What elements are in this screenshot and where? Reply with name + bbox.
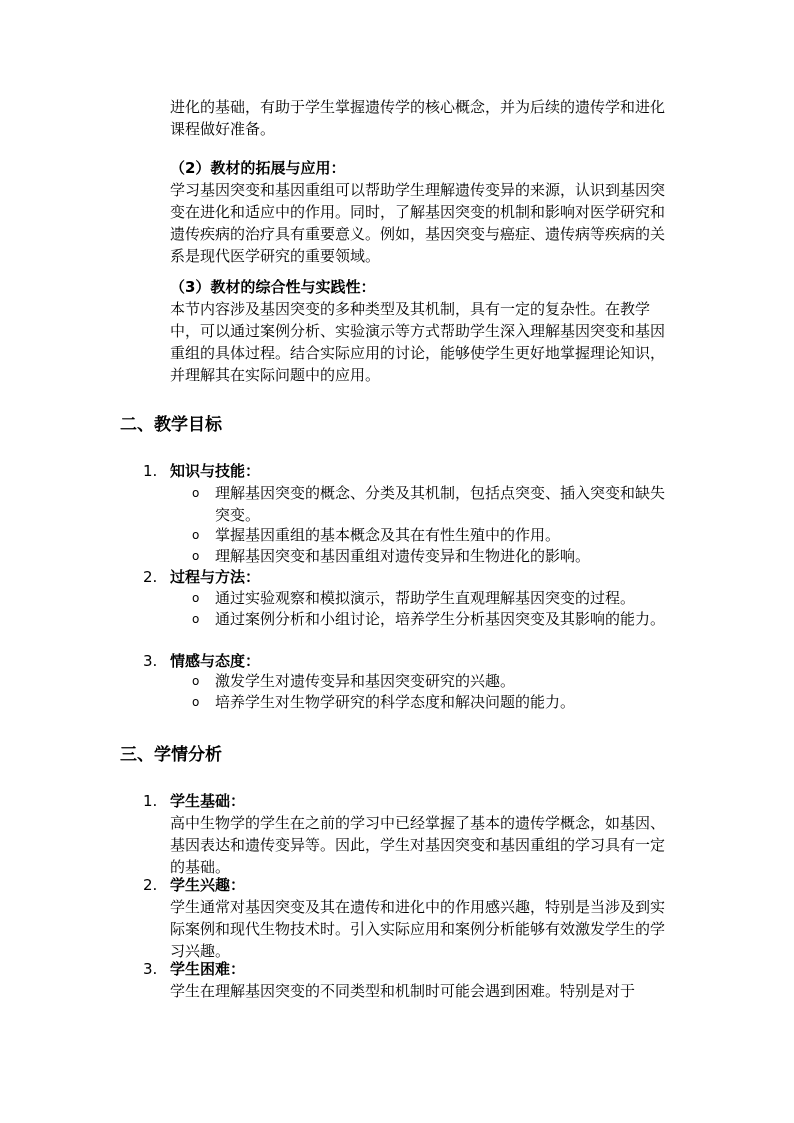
list-number: 1. [143, 462, 158, 480]
bullet-mark: o [192, 674, 200, 688]
section-title: （2）教材的拓展与应用： [170, 159, 346, 177]
list-number: 1. [143, 792, 158, 810]
bullet-text: 激发学生对遗传变异和基因突变研究的兴趣。 [215, 672, 516, 690]
analysis-label: 学生基础： [170, 792, 246, 810]
bullet-mark: o [192, 695, 200, 709]
section-extension [170, 157, 670, 267]
bullet-text: 通过案例分析和小组讨论，培养学生分析基因突变及其影响的能力。 [215, 610, 666, 628]
heading-teaching-goals: 二、教学目标 [120, 415, 222, 435]
bullet-text: 理解基因突变和基因重组对遗传变异和生物进化的影响。 [215, 547, 591, 565]
analysis-label: 学生兴趣： [170, 876, 246, 894]
analysis-text: 高中生物学的学生在之前的学习中已经掌握了基本的遗传学概念，如基因、基因表达和遗传变异等。因此，学生对基因突变和基因重组的学习具有一定的基础。 [170, 814, 666, 876]
section-body: 本节内容涉及基因突变的多种类型及其机制，具有一定的复杂性。在教学中，可以通过案例分析、实验演示等方式帮助学生深入理解基因突变和基因重组的具体过程。结合实际应用的讨论，能够使学生更好地掌握理论知识，并理解其在实际问题中的应用。 [170, 300, 666, 384]
goal-label: 知识与技能： [170, 462, 261, 480]
bullet-mark: o [192, 528, 200, 542]
bullet-text: 培养学生对生物学研究的科学态度和解决问题的能力。 [215, 693, 576, 711]
list-number: 2. [143, 568, 158, 586]
section-comprehensive [170, 276, 670, 386]
heading-student-analysis: 三、学情分析 [120, 745, 222, 765]
analysis-text: 学生在理解基因突变的不同类型和机制时可能会遇到困难。特别是对于 [170, 982, 636, 1000]
analysis-label: 学生困难： [170, 960, 246, 978]
goal-label: 情感与态度： [170, 652, 261, 670]
intro-paragraph: 进化的基础，有助于学生掌握遗传学的核心概念，并为后续的遗传学和进化课程做好准备。 [170, 98, 666, 138]
bullet-text: 理解基因突变的概念、分类及其机制，包括点突变、插入突变和缺失突变。 [215, 484, 666, 524]
analysis-text: 学生通常对基因突变及其在遗传和进化中的作用感兴趣，特别是当涉及到实际案例和现代生物技术时。引入实际应用和案例分析能够有效激发学生的学习兴趣。 [170, 898, 666, 960]
section-body: 学习基因突变和基因重组可以帮助学生理解遗传变异的来源，认识到基因突变在进化和适应中的作用。同时，了解基因突变的机制和影响对医学研究和遗传疾病的治疗具有重要意义。例如，基因突变与癌症、遗传病等疾病的关系是现代医学研究的重要领域。 [170, 181, 666, 265]
list-number: 3. [143, 960, 158, 978]
bullet-text: 掌握基因重组的基本概念及其在有性生殖中的作用。 [215, 526, 561, 544]
section-title: （3）教材的综合性与实践性： [170, 278, 376, 296]
bullet-mark: o [192, 486, 200, 500]
list-number: 2. [143, 876, 158, 894]
bullet-text: 通过实验观察和模拟演示，帮助学生直观理解基因突变的过程。 [215, 589, 636, 607]
bullet-mark: o [192, 591, 200, 605]
bullet-mark: o [192, 549, 200, 563]
list-number: 3. [143, 652, 158, 670]
goal-label: 过程与方法： [170, 568, 261, 586]
bullet-mark: o [192, 612, 200, 626]
